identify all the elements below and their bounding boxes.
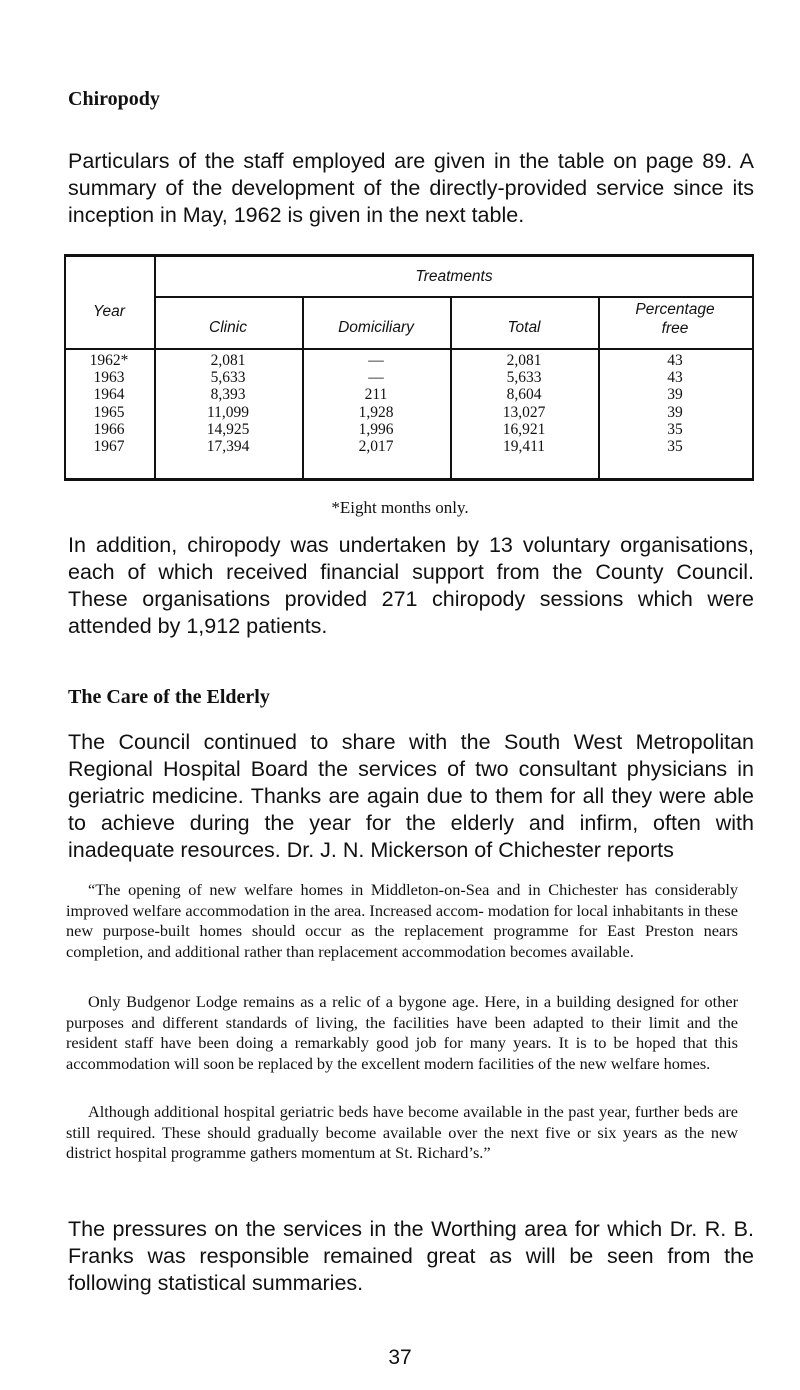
header-percentage: Percentage: [635, 301, 715, 318]
table-border-top: [64, 254, 754, 257]
cell-clinic: 14,925: [206, 420, 250, 438]
cell-total: 2,081: [506, 352, 542, 369]
paragraph-council: The Council continued to share with the South West Metropolitan Regional Hospital Board the services of two consultant physicians in geriatric medicine. Thanks are again due to them for all they were able to achieve during the year for the elderly and infirm, often with inadequate resources. Dr. J. N. Mickerson of Chichester reports: [68, 730, 754, 862]
table-rule-treatments: [154, 296, 754, 298]
paragraph-staff: Particulars of the staff employed are given in the table on page 89. A summary of the development of the directly-provided service since its inception in May, 1962 is given in the next table.: [68, 149, 754, 227]
table-footnote: *Eight months only.: [331, 498, 469, 517]
table-row: [64, 438, 754, 455]
cell-year: 1967: [93, 437, 125, 455]
table-rule-header: [64, 348, 754, 350]
cell-domiciliary: 1,996: [358, 420, 394, 438]
cell-domiciliary: 211: [364, 386, 388, 404]
cell-year: 1962*: [89, 352, 129, 369]
table-row: [64, 404, 754, 421]
header-free: free: [661, 320, 689, 337]
table-row: [64, 386, 754, 403]
quote-paragraph-3: Although additional hospital geriatric beds have become available in the past year, further beds are still required. These should gradually become available over the next five or six years as the new district hospital programme gathers momentum at St. Richard’s.”: [66, 1102, 738, 1162]
table-border-bottom: [64, 478, 754, 481]
page-number: 37: [388, 1346, 412, 1369]
cell-clinic: 5,633: [210, 369, 246, 387]
cell-year: 1964: [93, 386, 125, 404]
table-row: [64, 421, 754, 438]
cell-domiciliary: 2,017: [358, 437, 394, 455]
cell-percentage: 39: [667, 403, 683, 421]
table-row: [64, 352, 754, 369]
cell-clinic: 8,393: [210, 386, 246, 404]
cell-percentage: 35: [667, 420, 683, 438]
cell-percentage: 43: [667, 369, 683, 387]
section-heading-elderly: The Care of the Elderly: [68, 686, 270, 708]
cell-domiciliary: —: [368, 352, 384, 369]
table-body: [64, 352, 754, 455]
cell-year: 1965: [93, 403, 125, 421]
quote-paragraph-1: “The opening of new welfare homes in Middleton-on-Sea and in Chichester has considerably improved welfare accommodation in the area. Increased accom- modation for local inhabitants in these new purpose-built homes should occur as the replacement programme for East Preston nears completion, and additional rather than replacement accommodation becomes available.: [66, 880, 738, 961]
cell-percentage: 43: [667, 352, 683, 369]
cell-clinic: 11,099: [206, 403, 250, 421]
cell-clinic: 2,081: [210, 352, 246, 369]
cell-total: 8,604: [506, 386, 542, 404]
header-clinic: Clinic: [209, 319, 247, 336]
cell-domiciliary: —: [368, 369, 384, 387]
cell-percentage: 35: [667, 437, 683, 455]
quote-paragraph-2: Only Budgenor Lodge remains as a relic of a bygone age. Here, in a building designed for other purposes and different standards of living, the facilities have been adapted to their limit and the resident staff have been doing a remarkably good job for many years. It is to be hoped that this accommodation will soon be replaced by the excellent modern facilities of the new welfare homes.: [66, 992, 738, 1073]
header-domiciliary: Domiciliary: [338, 319, 414, 336]
cell-percentage: 39: [667, 386, 683, 404]
header-total: Total: [507, 319, 541, 336]
cell-year: 1966: [93, 420, 125, 438]
paragraph-voluntary: In addition, chiropody was undertaken by 13 voluntary organisations, each of which received financial support from the County Council. These organisations provided 271 chiropody sessions which were attended by 1,912 patients.: [68, 533, 754, 638]
cell-year: 1963: [93, 369, 125, 387]
section-heading-chiropody: Chiropody: [68, 88, 160, 110]
cell-total: 16,921: [502, 420, 546, 438]
paragraph-pressures: The pressures on the services in the Worthing area for which Dr. R. B. Franks was responsible remained great as will be seen from the following statistical summaries.: [68, 1217, 754, 1295]
treatments-table: [64, 254, 754, 481]
table-row: [64, 369, 754, 386]
cell-total: 13,027: [502, 403, 546, 421]
header-treatments: Treatments: [415, 268, 493, 285]
cell-total: 19,411: [502, 437, 546, 455]
cell-total: 5,633: [506, 369, 542, 387]
header-year: Year: [93, 303, 125, 320]
cell-domiciliary: 1,928: [358, 403, 394, 421]
cell-clinic: 17,394: [206, 437, 250, 455]
